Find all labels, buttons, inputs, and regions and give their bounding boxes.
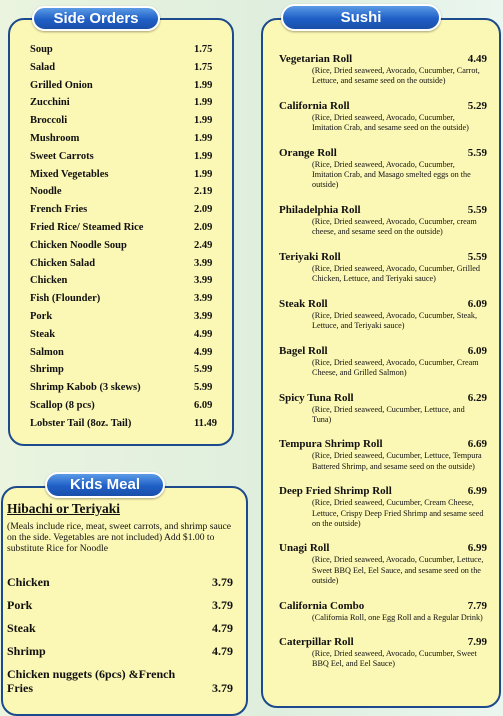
side-order-row (30, 258, 216, 276)
sushi-item-name: Tempura Shrimp Roll (279, 438, 383, 451)
sushi-item-price: 6.09 (467, 297, 487, 310)
side-order-row (30, 311, 216, 329)
side-order-name: Pork (30, 310, 53, 322)
side-order-row (30, 364, 216, 382)
side-order-price: 3.99 (194, 293, 213, 305)
side-order-name: Soup (30, 44, 53, 55)
sushi-item-price: 6.69 (467, 438, 487, 451)
sushi-item-name: Spicy Tuna Roll (279, 391, 354, 404)
side-order-name: Broccoli (30, 115, 68, 127)
side-order-row (30, 186, 216, 204)
side-order-row (30, 80, 216, 98)
side-order-row (30, 275, 216, 293)
sushi-item (279, 438, 487, 471)
sushi-item-name: California Roll (279, 99, 350, 112)
kids-meal-heading: Hibachi or Teriyaki (7, 501, 121, 516)
sushi-item-name: Deep Fried Shrimp Roll (279, 485, 392, 498)
side-order-row (30, 133, 216, 151)
sushi-item (279, 251, 487, 284)
kids-meal-row (7, 621, 241, 644)
side-order-price: 11.49 (194, 417, 218, 429)
kids-meal-item-price: 3.79 (212, 681, 233, 695)
kids-meal-row (7, 667, 241, 697)
side-order-price: 2.19 (194, 186, 213, 198)
side-order-row (30, 347, 216, 365)
sushi-item (279, 636, 487, 669)
sushi-item (279, 600, 487, 623)
sushi-item-description: (California Roll, one Egg Roll and a Regular Drink) (312, 612, 483, 622)
kids-meal-item-name: Chicken (7, 575, 50, 589)
kids-meal-item-price: 4.79 (212, 644, 233, 658)
kids-meal-item-name: Steak (7, 621, 36, 635)
side-order-row (30, 44, 216, 62)
sushi-item-price: 5.59 (467, 146, 487, 159)
sushi-item-description: (Rice, Dried seaweed, Avocado, Cucumber, Sweet BBQ Eel, and Eel Sauce) (312, 649, 477, 669)
side-order-price: 4.99 (194, 346, 213, 358)
side-order-price: 2.49 (194, 239, 213, 251)
sushi-item (279, 345, 487, 378)
sushi-item-price: 5.59 (467, 203, 487, 216)
side-order-name: Shrimp (30, 364, 64, 376)
side-order-name: Chicken Noodle Soup (30, 239, 127, 251)
side-order-row (30, 400, 216, 418)
sushi-item-description: (Rice, Dried seaweed, Avocado, Cucumber, Imitation Crab, and sesame seed on the outside) (312, 112, 469, 133)
side-order-name: Shrimp Kabob (3 skews) (30, 382, 141, 394)
sushi-item-price: 6.99 (467, 485, 487, 498)
sushi-item (279, 100, 487, 133)
side-order-price: 6.09 (194, 399, 213, 411)
side-order-name: French Fries (30, 204, 88, 216)
sushi-item-name: Steak Roll (279, 297, 328, 310)
side-order-name: Chicken (30, 275, 68, 287)
sushi-item-price: 6.09 (467, 344, 487, 357)
sushi-item-description: (Rice, Dried seaweed, Avocado, Cucumber, cream cheese, and sesame seed on the outside) (312, 216, 477, 237)
side-order-price: 5.99 (194, 364, 213, 376)
sushi-item-description: (Rice, Dried seaweed, Cucumber, Lettuce, Tempura Battered Shrimp, and sesame seed on the outside) (312, 451, 482, 471)
kids-meal-row (7, 644, 241, 667)
kids-meal-item-price: 3.79 (212, 598, 233, 612)
side-order-name: Noodle (30, 186, 62, 198)
side-order-price: 1.99 (194, 150, 213, 162)
side-order-price: 4.99 (194, 328, 213, 340)
sushi-item-name: Bagel Roll (279, 344, 328, 357)
side-order-name: Zucchini (30, 97, 70, 109)
side-order-price: 1.99 (194, 132, 213, 144)
sushi-item-price: 7.79 (467, 599, 487, 612)
kids-meal-item-name: Shrimp (7, 644, 46, 658)
side-order-name: Salmon (30, 346, 64, 358)
sushi-list (279, 53, 487, 683)
sushi-title: Sushi (281, 4, 441, 31)
sushi-item-name: Teriyaki Roll (279, 250, 341, 263)
sushi-item-price: 4.49 (467, 53, 487, 65)
side-order-price: 2.09 (194, 204, 213, 216)
sushi-item-description: (Rice, Dried seaweed, Avocado, Cucumber, Cream Cheese, and Grilled Salmon) (312, 357, 479, 377)
side-order-name: Chicken Salad (30, 257, 96, 269)
sushi-item (279, 53, 487, 86)
side-order-name: Sweet Carrots (30, 150, 94, 162)
side-order-row (30, 293, 216, 311)
side-order-price: 1.99 (194, 79, 213, 91)
side-order-name: Fish (Flounder) (30, 293, 101, 305)
kids-meal-title: Kids Meal (45, 472, 165, 498)
sushi-item (279, 298, 487, 331)
sushi-item (279, 204, 487, 237)
side-order-price: 2.09 (194, 221, 213, 233)
side-order-name: Salad (30, 61, 56, 73)
side-order-name: Fried Rice/ Steamed Rice (30, 221, 144, 233)
side-orders-title: Side Orders (32, 6, 160, 31)
sushi-item-name: Orange Roll (279, 146, 337, 159)
sushi-item-price: 5.29 (467, 99, 487, 112)
sushi-item (279, 542, 487, 586)
side-order-name: Lobster Tail (8oz. Tail) (30, 417, 132, 429)
side-order-row (30, 115, 216, 133)
side-order-price: 1.99 (194, 168, 213, 180)
sushi-item-price: 7.99 (467, 636, 487, 649)
side-order-price: 5.99 (194, 382, 213, 394)
side-order-row (30, 240, 216, 258)
kids-meal-item-name: Pork (7, 598, 33, 612)
side-order-price: 1.99 (194, 115, 213, 127)
sushi-item-price: 6.29 (467, 391, 487, 404)
side-order-row (30, 329, 216, 347)
side-order-row (30, 62, 216, 80)
side-order-price: 1.75 (194, 44, 213, 55)
sushi-item (279, 392, 487, 425)
side-orders-list (30, 44, 216, 436)
sushi-item-name: Vegetarian Roll (279, 53, 353, 65)
sushi-item-price: 6.99 (467, 542, 487, 555)
side-order-name: Mushroom (30, 132, 80, 144)
sushi-item-name: Caterpillar Roll (279, 636, 354, 649)
sushi-item-description: (Rice, Dried seaweed, Cucumber, Lettuce, and Tuna) (312, 404, 465, 424)
side-order-name: Steak (30, 328, 56, 340)
side-order-row (30, 97, 216, 115)
side-order-row (30, 204, 216, 222)
kids-meal-item-price: 4.79 (212, 621, 233, 635)
sushi-item-description: (Rice, Dried seaweed, Avocado, Cucumber, Imitation Crab, and Masago smelted eggs on the outside) (312, 159, 471, 190)
side-order-price: 3.99 (194, 310, 213, 322)
kids-meal-item-price: 3.79 (212, 575, 233, 589)
sushi-item-description: (Rice, Dried seaweed, Cucumber, Cream Cheese, Lettuce, Crispy Deep Fried Shrimp and sesame seed on the outside) (312, 498, 484, 528)
side-order-name: Grilled Onion (30, 79, 93, 91)
side-order-row (30, 169, 216, 187)
kids-meal-row (7, 598, 241, 621)
sushi-item-description: (Rice, Dried seaweed, Avocado, Cucumber, Grilled Chicken, Lettuce, and Teriyaki sauce) (312, 263, 480, 284)
side-order-row (30, 418, 216, 436)
side-order-price: 1.99 (194, 97, 213, 109)
side-order-row (30, 151, 216, 169)
side-order-name: Mixed Vegetables (30, 168, 109, 180)
side-order-row (30, 222, 216, 240)
sushi-item-name: Unagi Roll (279, 542, 330, 555)
side-order-price: 1.75 (194, 61, 213, 73)
sushi-item-description: (Rice, Dried seaweed, Avocado, Cucumber, Lettuce, Sweet BBQ Eel, Eel Sauce, and sesame seed on the outside) (312, 555, 484, 585)
kids-meal-list (7, 575, 241, 697)
sushi-item-name: Philadelphia Roll (279, 203, 361, 216)
kids-meal-row (7, 575, 241, 598)
sushi-item (279, 485, 487, 529)
side-order-price: 3.99 (194, 275, 213, 287)
sushi-item-name: California Combo (279, 599, 365, 612)
side-order-name: Scallop (8 pcs) (30, 399, 95, 411)
sushi-item (279, 147, 487, 191)
side-order-price: 3.99 (194, 257, 213, 269)
side-order-row (30, 382, 216, 400)
sushi-item-description: (Rice, Dried seaweed, Avocado, Cucumber, Carrot, Lettuce, and sesame seed on the outside) (312, 66, 480, 86)
kids-meal-note: (Meals include rice, meat, sweet carrots, and shrimp sauce on the side. Vegetables are not included) Add $1.00 to substitute Rice for Noodle (7, 521, 232, 555)
sushi-item-description: (Rice, Dried seaweed, Avocado, Cucumber, Steak, Lettuce, and Teriyaki sauce) (312, 310, 478, 330)
kids-meal-item-name: Chicken nuggets (6pcs) &French Fries (7, 667, 176, 695)
sushi-item-price: 5.59 (467, 250, 487, 263)
